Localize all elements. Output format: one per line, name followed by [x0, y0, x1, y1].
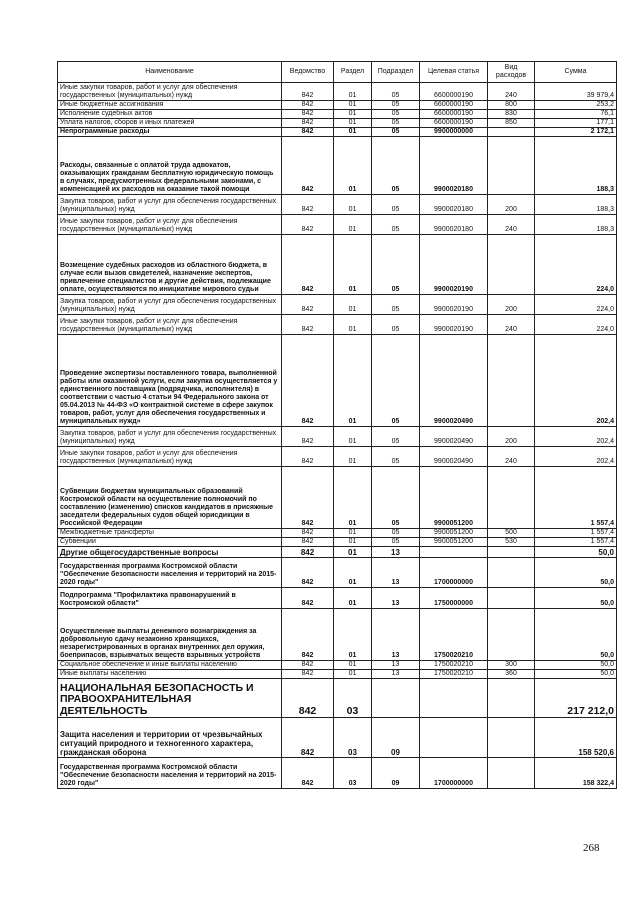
row-vedomstvo-cell: 842: [282, 315, 334, 335]
row-podrazdel-cell: 05: [372, 427, 420, 447]
row-vid-cell: [488, 558, 535, 588]
table-header: [58, 62, 617, 83]
row-vedomstvo-cell: 842: [282, 128, 334, 137]
row-statya-cell: 9900000000: [420, 128, 488, 137]
row-razdel-cell: 01: [334, 467, 372, 529]
table-row: [58, 529, 617, 538]
table-row: [58, 101, 617, 110]
row-name-cell: Социальное обеспечение и иные выплаты населению: [58, 661, 282, 670]
row-vedomstvo-cell: 842: [282, 195, 334, 215]
row-podrazdel-cell: 05: [372, 467, 420, 529]
row-podrazdel-cell: 05: [372, 137, 420, 195]
row-name-cell: Осуществление выплаты денежного вознаграждения за добровольную сдачу незаконно хранящихся, незарегистрированных в органах внутренних дел оружия, боеприпасов, взрывчатых веществ взрывных устройств: [58, 609, 282, 661]
row-vid-cell: [488, 128, 535, 137]
header-vid-raskhodov: Вид расходов: [488, 62, 535, 83]
row-podrazdel-cell: 09: [372, 718, 420, 758]
row-vid-cell: 240: [488, 447, 535, 467]
row-summa-cell: 253,2: [535, 101, 617, 110]
row-vedomstvo-cell: 842: [282, 295, 334, 315]
row-razdel-cell: 01: [334, 547, 372, 558]
row-summa-cell: 2 172,1: [535, 128, 617, 137]
row-podrazdel-cell: 05: [372, 119, 420, 128]
row-razdel-cell: 01: [334, 110, 372, 119]
table-row: [58, 447, 617, 467]
row-razdel-cell: 01: [334, 661, 372, 670]
row-razdel-cell: 01: [334, 195, 372, 215]
row-vedomstvo-cell: 842: [282, 679, 334, 718]
row-podrazdel-cell: 05: [372, 315, 420, 335]
row-summa-cell: 76,1: [535, 110, 617, 119]
row-name-cell: Иные закупки товаров, работ и услуг для обеспечения государственных (муниципальных) нужд: [58, 83, 282, 101]
row-name-cell: Межбюджетные трансферты: [58, 529, 282, 538]
table-row: [58, 128, 617, 137]
row-summa-cell: 50,0: [535, 558, 617, 588]
row-name-cell: Исполнение судебных актов: [58, 110, 282, 119]
row-statya-cell: 6600000190: [420, 110, 488, 119]
table-row: [58, 758, 617, 789]
row-podrazdel-cell: 05: [372, 335, 420, 427]
row-statya-cell: 1750020210: [420, 670, 488, 679]
row-razdel-cell: 01: [334, 215, 372, 235]
row-statya-cell: 9900051200: [420, 529, 488, 538]
row-vid-cell: 360: [488, 670, 535, 679]
row-vid-cell: [488, 335, 535, 427]
table-row: [58, 538, 617, 547]
table-row: [58, 137, 617, 195]
table-row: [58, 609, 617, 661]
row-statya-cell: [420, 679, 488, 718]
row-razdel-cell: 01: [334, 315, 372, 335]
table-row: [58, 215, 617, 235]
row-podrazdel-cell: [372, 679, 420, 718]
row-statya-cell: 9900020180: [420, 195, 488, 215]
row-name-cell: Защита населения и территории от чрезвычайных ситуаций природного и техногенного характера, гражданская оборона: [58, 718, 282, 758]
row-podrazdel-cell: 05: [372, 83, 420, 101]
row-vid-cell: 200: [488, 295, 535, 315]
row-summa-cell: 217 212,0: [535, 679, 617, 718]
table-row: [58, 588, 617, 609]
row-summa-cell: 50,0: [535, 547, 617, 558]
row-name-cell: Возмещение судебных расходов из областного бюджета, в случае если вызов свидетелей, назначение экспертов, привлечение специалистов и другие действия, подлежащие оплате, осуществляются по инициативе мирового судьи: [58, 235, 282, 295]
row-vid-cell: 800: [488, 101, 535, 110]
row-name-cell: Закупка товаров, работ и услуг для обеспечения государственных (муниципальных) нужд: [58, 195, 282, 215]
row-vedomstvo-cell: 842: [282, 558, 334, 588]
row-razdel-cell: 01: [334, 558, 372, 588]
row-vedomstvo-cell: 842: [282, 235, 334, 295]
row-vedomstvo-cell: 842: [282, 110, 334, 119]
row-summa-cell: 202,4: [535, 335, 617, 427]
row-vedomstvo-cell: 842: [282, 529, 334, 538]
table-row: [58, 661, 617, 670]
row-vedomstvo-cell: 842: [282, 661, 334, 670]
row-statya-cell: 1750000000: [420, 588, 488, 609]
row-summa-cell: 188,3: [535, 215, 617, 235]
row-razdel-cell: 01: [334, 295, 372, 315]
row-podrazdel-cell: 05: [372, 101, 420, 110]
row-razdel-cell: 03: [334, 758, 372, 789]
row-vedomstvo-cell: 842: [282, 538, 334, 547]
row-summa-cell: 50,0: [535, 670, 617, 679]
row-name-cell: Иные закупки товаров, работ и услуг для обеспечения государственных (муниципальных) нужд: [58, 447, 282, 467]
row-vedomstvo-cell: 842: [282, 119, 334, 128]
row-summa-cell: 1 557,4: [535, 467, 617, 529]
row-vid-cell: [488, 758, 535, 789]
table-row: [58, 558, 617, 588]
row-vid-cell: 850: [488, 119, 535, 128]
table-row: [58, 547, 617, 558]
table-row: [58, 235, 617, 295]
row-vid-cell: 240: [488, 83, 535, 101]
row-name-cell: Другие общегосударственные вопросы: [58, 547, 282, 558]
row-vid-cell: [488, 718, 535, 758]
row-razdel-cell: 01: [334, 538, 372, 547]
row-summa-cell: 1 557,4: [535, 529, 617, 538]
row-vid-cell: 240: [488, 215, 535, 235]
row-summa-cell: 158 520,6: [535, 718, 617, 758]
row-podrazdel-cell: 05: [372, 235, 420, 295]
row-vid-cell: [488, 588, 535, 609]
row-summa-cell: 158 322,4: [535, 758, 617, 789]
table-row: [58, 467, 617, 529]
row-razdel-cell: 01: [334, 670, 372, 679]
row-statya-cell: 1700000000: [420, 558, 488, 588]
row-razdel-cell: 03: [334, 718, 372, 758]
row-podrazdel-cell: 09: [372, 758, 420, 789]
row-name-cell: Государственная программа Костромской области "Обеспечение безопасности населения и территорий на 2015-2020 годы": [58, 558, 282, 588]
row-razdel-cell: 01: [334, 447, 372, 467]
row-statya-cell: [420, 547, 488, 558]
row-name-cell: Уплата налогов, сборов и иных платежей: [58, 119, 282, 128]
row-name-cell: Иные выплаты населению: [58, 670, 282, 679]
row-vedomstvo-cell: 842: [282, 215, 334, 235]
row-summa-cell: 50,0: [535, 609, 617, 661]
table-row: [58, 679, 617, 718]
row-name-cell: НАЦИОНАЛЬНАЯ БЕЗОПАСНОСТЬ И ПРАВООХРАНИТЕЛЬНАЯ ДЕЯТЕЛЬНОСТЬ: [58, 679, 282, 718]
row-vedomstvo-cell: 842: [282, 758, 334, 789]
table-row: [58, 295, 617, 315]
row-vid-cell: [488, 679, 535, 718]
row-summa-cell: 50,0: [535, 588, 617, 609]
row-podrazdel-cell: 13: [372, 588, 420, 609]
row-statya-cell: 9900020490: [420, 427, 488, 447]
row-statya-cell: 6600000190: [420, 83, 488, 101]
row-podrazdel-cell: 13: [372, 609, 420, 661]
row-summa-cell: 202,4: [535, 427, 617, 447]
table-row: [58, 119, 617, 128]
row-podrazdel-cell: 13: [372, 661, 420, 670]
row-podrazdel-cell: 05: [372, 529, 420, 538]
header-vedomstvo: Ведомство: [282, 62, 334, 83]
row-statya-cell: 9900020180: [420, 215, 488, 235]
row-vedomstvo-cell: 842: [282, 718, 334, 758]
row-summa-cell: 50,0: [535, 661, 617, 670]
row-vid-cell: [488, 547, 535, 558]
row-razdel-cell: 01: [334, 588, 372, 609]
row-statya-cell: 1700000000: [420, 758, 488, 789]
row-razdel-cell: 03: [334, 679, 372, 718]
row-podrazdel-cell: 05: [372, 538, 420, 547]
table-row: [58, 195, 617, 215]
row-razdel-cell: 01: [334, 128, 372, 137]
row-name-cell: Закупка товаров, работ и услуг для обеспечения государственных (муниципальных) нужд: [58, 295, 282, 315]
row-statya-cell: [420, 718, 488, 758]
row-podrazdel-cell: 05: [372, 447, 420, 467]
row-razdel-cell: 01: [334, 529, 372, 538]
row-vid-cell: [488, 137, 535, 195]
row-vedomstvo-cell: 842: [282, 467, 334, 529]
row-summa-cell: 188,3: [535, 137, 617, 195]
row-summa-cell: 224,0: [535, 235, 617, 295]
row-podrazdel-cell: 05: [372, 110, 420, 119]
row-razdel-cell: 01: [334, 235, 372, 295]
table-row: [58, 670, 617, 679]
row-vid-cell: 530: [488, 538, 535, 547]
row-name-cell: Государственная программа Костромской области "Обеспечение безопасности населения и территорий на 2015-2020 годы": [58, 758, 282, 789]
row-name-cell: Проведение экспертизы поставленного товара, выполненной работы или оказанной услуги, если закупка осуществляется у единственного поставщика (подрядчика, исполнителя) в соответствии с частью 4 статьи 94 Федерального закона от 05.04.2013 № 44-ФЗ «О контрактной системе в сфере закупок товаров, работ, услуг для обеспечения государственных и муниципальных нужд»: [58, 335, 282, 427]
header-statya: Целевая статья: [420, 62, 488, 83]
row-summa-cell: 202,4: [535, 447, 617, 467]
row-summa-cell: 1 557,4: [535, 538, 617, 547]
row-statya-cell: 9900020190: [420, 295, 488, 315]
row-vedomstvo-cell: 842: [282, 588, 334, 609]
row-podrazdel-cell: 13: [372, 670, 420, 679]
row-vid-cell: [488, 235, 535, 295]
table-row: [58, 718, 617, 758]
row-vedomstvo-cell: 842: [282, 101, 334, 110]
row-razdel-cell: 01: [334, 427, 372, 447]
row-statya-cell: 9900020490: [420, 335, 488, 427]
row-summa-cell: 224,0: [535, 315, 617, 335]
row-summa-cell: 39 979,4: [535, 83, 617, 101]
row-statya-cell: 9900020180: [420, 137, 488, 195]
row-name-cell: Субвенции бюджетам муниципальных образований Костромской области на осуществление полномочий по составлению (изменению) списков кандидатов в присяжные заседатели федеральных судов общей юрисдикции в Российской Федерации: [58, 467, 282, 529]
row-vedomstvo-cell: 842: [282, 609, 334, 661]
row-podrazdel-cell: 05: [372, 195, 420, 215]
table-row: [58, 335, 617, 427]
row-vedomstvo-cell: 842: [282, 447, 334, 467]
row-razdel-cell: 01: [334, 119, 372, 128]
row-name-cell: Закупка товаров, работ и услуг для обеспечения государственных (муниципальных) нужд: [58, 427, 282, 447]
row-razdel-cell: 01: [334, 609, 372, 661]
row-vid-cell: 240: [488, 315, 535, 335]
row-name-cell: Иные закупки товаров, работ и услуг для обеспечения государственных (муниципальных) нужд: [58, 215, 282, 235]
row-summa-cell: 177,1: [535, 119, 617, 128]
row-name-cell: Иные бюджетные ассигнования: [58, 101, 282, 110]
row-vedomstvo-cell: 842: [282, 137, 334, 195]
row-podrazdel-cell: 05: [372, 295, 420, 315]
table-row: [58, 83, 617, 101]
row-vid-cell: 500: [488, 529, 535, 538]
row-statya-cell: 9900051200: [420, 467, 488, 529]
row-vedomstvo-cell: 842: [282, 670, 334, 679]
row-vedomstvo-cell: 842: [282, 427, 334, 447]
row-statya-cell: 9900020490: [420, 447, 488, 467]
row-statya-cell: 6600000190: [420, 119, 488, 128]
row-name-cell: Подпрограмма "Профилактика правонарушений в Костромской области": [58, 588, 282, 609]
row-vid-cell: 200: [488, 427, 535, 447]
row-podrazdel-cell: 05: [372, 215, 420, 235]
row-statya-cell: 6600000190: [420, 101, 488, 110]
header-summa: Сумма: [535, 62, 617, 83]
budget-table: [57, 61, 617, 789]
row-vid-cell: [488, 467, 535, 529]
row-vid-cell: 830: [488, 110, 535, 119]
row-vedomstvo-cell: 842: [282, 83, 334, 101]
row-statya-cell: 1750020210: [420, 661, 488, 670]
page-number: 268: [583, 842, 600, 854]
header-name: Наименование: [58, 62, 282, 83]
row-statya-cell: 9900020190: [420, 235, 488, 295]
table-row: [58, 315, 617, 335]
table-row: [58, 427, 617, 447]
header-razdel: Раздел: [334, 62, 372, 83]
row-razdel-cell: 01: [334, 83, 372, 101]
row-summa-cell: 224,0: [535, 295, 617, 315]
row-razdel-cell: 01: [334, 137, 372, 195]
row-vedomstvo-cell: 842: [282, 335, 334, 427]
row-podrazdel-cell: 05: [372, 128, 420, 137]
row-name-cell: Иные закупки товаров, работ и услуг для обеспечения государственных (муниципальных) нужд: [58, 315, 282, 335]
row-vid-cell: 200: [488, 195, 535, 215]
row-podrazdel-cell: 13: [372, 547, 420, 558]
row-name-cell: Субвенции: [58, 538, 282, 547]
row-statya-cell: 9900020190: [420, 315, 488, 335]
row-razdel-cell: 01: [334, 101, 372, 110]
row-vid-cell: [488, 609, 535, 661]
row-statya-cell: 9900051200: [420, 538, 488, 547]
row-vedomstvo-cell: 842: [282, 547, 334, 558]
row-name-cell: Непрограммные расходы: [58, 128, 282, 137]
row-podrazdel-cell: 13: [372, 558, 420, 588]
header-podrazdel: Подраздел: [372, 62, 420, 83]
row-statya-cell: 1750020210: [420, 609, 488, 661]
row-razdel-cell: 01: [334, 335, 372, 427]
row-summa-cell: 188,3: [535, 195, 617, 215]
row-vid-cell: 300: [488, 661, 535, 670]
table-row: [58, 110, 617, 119]
row-name-cell: Расходы, связанные с оплатой труда адвокатов, оказывающих гражданам бесплатную юридическую помощь в случаях, предусмотренных федеральными законами, с компенсацией их расходов на оказание такой помощи: [58, 137, 282, 195]
